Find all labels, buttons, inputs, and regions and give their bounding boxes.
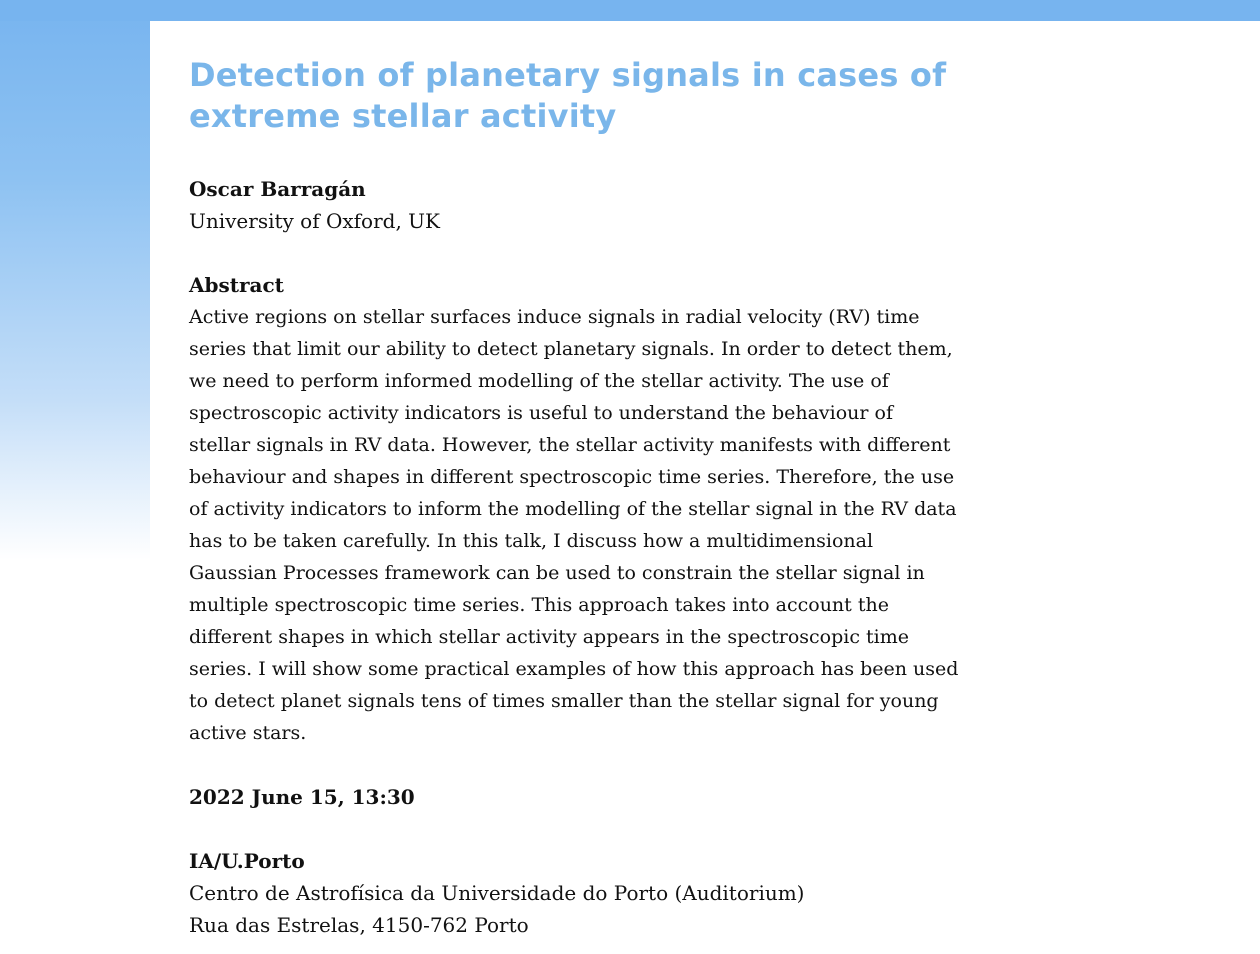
talk-title: Detection of planetary signals in cases of extreme stellar activity xyxy=(189,56,947,135)
header-bar xyxy=(0,0,1260,21)
speaker-affiliation: University of Oxford, UK xyxy=(189,209,440,233)
abstract-text: Active regions on stellar surfaces induce signals in radial velocity (RV) time series that limit our ability to detect planetary signals. In order to detect them, we need to perform informed modelling of the stellar activity. The use of spectroscopic activity indicators is useful to understand the behaviour of stellar signals in RV data. However, the stellar activity manifests with different behaviour and shapes in different spectroscopic time series. Therefore, the use of activity indicators to inform the modelling of the stellar signal in the RV data has to be taken carefully. In this talk, I discuss how a multidimensional Gaussian Processes framework can be used to constrain the stellar signal in multiple spectroscopic time series. This approach takes into account the different shapes in which stellar activity appears in the spectroscopic time series. I will show some practical examples of how this approach has been used to detect planet signals tens of times smaller than the stellar signal for young active stars. xyxy=(189,306,959,744)
speaker-name: Oscar Barragán xyxy=(189,177,366,201)
abstract-heading: Abstract xyxy=(189,273,284,297)
venue-name: IA/U.Porto xyxy=(189,849,305,873)
venue-address: Rua das Estrelas, 4150-762 Porto xyxy=(189,913,529,937)
talk-details xyxy=(189,55,959,941)
talk-datetime: 2022 June 15, 13:30 xyxy=(189,785,415,809)
content-panel xyxy=(150,21,1260,954)
venue-room: Centro de Astrofísica da Universidade do Porto (Auditorium) xyxy=(189,881,805,905)
